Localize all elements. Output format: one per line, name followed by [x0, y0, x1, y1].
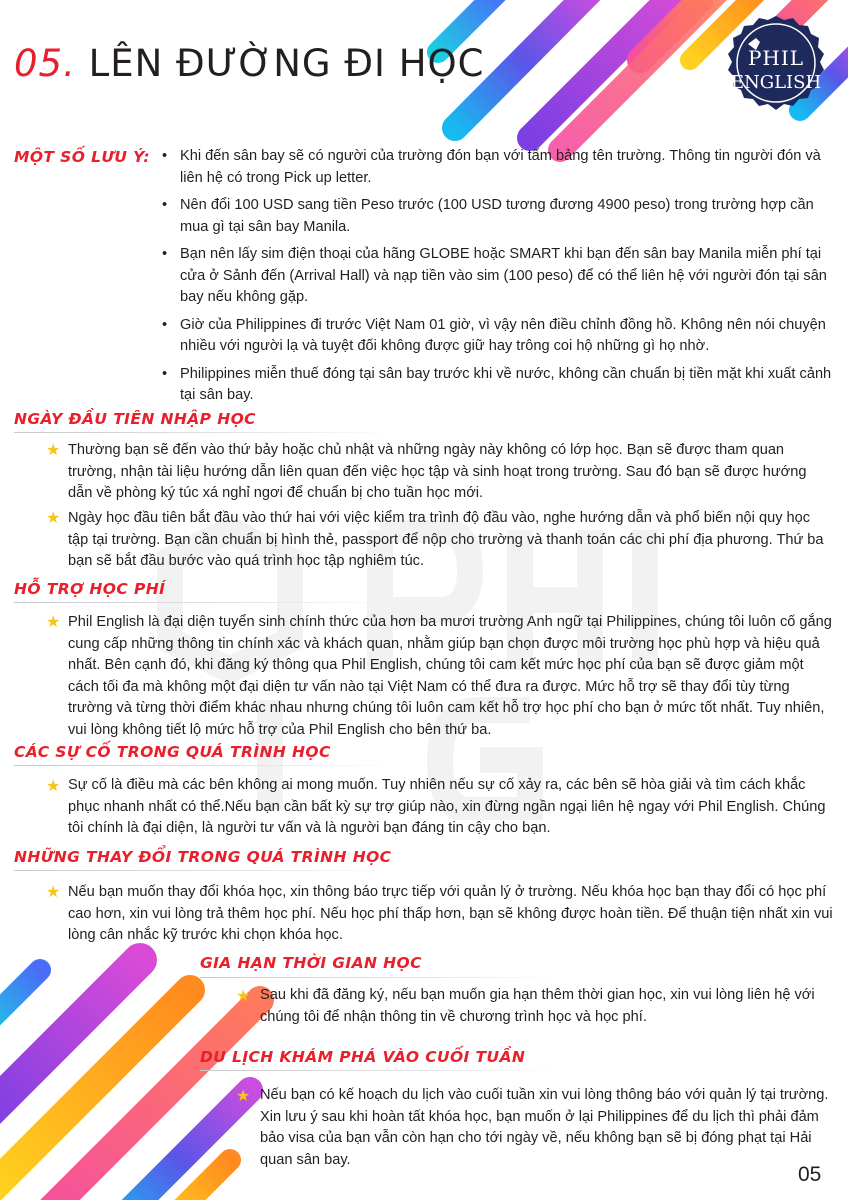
- star-icon: ★: [46, 614, 61, 631]
- bullet-icon: •: [162, 197, 168, 213]
- list-item: [162, 315, 834, 358]
- star-icon: ★: [46, 510, 61, 527]
- section-heading-changes: NHỮNG THAY ĐỔI TRONG QUÁ TRÌNH HỌC: [14, 848, 392, 866]
- bullet-icon: •: [162, 365, 168, 382]
- section-heading-notes: MỘT SỐ LƯU Ý:: [14, 148, 151, 166]
- heading-underline: [14, 870, 394, 871]
- list-item: [162, 195, 834, 238]
- section-heading-weekend: DU LỊCH KHÁM PHÁ VÀO CUỐI TUẦN: [200, 1048, 526, 1066]
- note-text: Nên đổi 100 USD sang tiền Peso trước (100 USD tương đương 4900 peso) trong trường hợp cần mua gì tại sân bay Manila.: [180, 197, 814, 235]
- first-day-paragraph-2: Ngày học đầu tiên bắt đầu vào thứ hai với việc kiểm tra trình độ đầu vào, nghe hướng dẫn và phổ biến nội quy học tập tại trường. Bạn cần chuẩn bị hình thẻ, passport để nộp cho trường và thanh toán các chi phí địa phương. Thứ ba bạn sẽ bắt đầu bước vào quá trình học tập nghiêm túc.: [68, 510, 824, 570]
- list-item: [162, 146, 834, 189]
- note-text: Khi đến sân bay sẽ có người của trường đón bạn với tấm bảng tên trường. Thông tin người đón và liên hệ có trong Pick up letter.: [180, 148, 821, 186]
- note-text: Giờ của Philippines đi trước Việt Nam 01 giờ, vì vậy nên điều chỉnh đồng hồ. Không nên nói chuyện nhiều với người lạ và tuyệt đối không được giữ hay trông coi hộ những gì họ nhờ.: [180, 316, 826, 354]
- list-item: [162, 364, 834, 407]
- star-icon: ★: [46, 884, 61, 901]
- logo-text-line2: ENGLISH: [730, 72, 822, 93]
- heading-underline: [14, 602, 394, 603]
- note-text: Philippines miễn thuế đóng tại sân bay trước khi về nước, không cần chuẩn bị tiền mặt khi xuất cảnh tại sân bay.: [180, 365, 832, 403]
- star-icon: ★: [46, 442, 61, 459]
- extension-paragraph: Sau khi đã đăng ký, nếu bạn muốn gia hạn thêm thời gian học, xin vui lòng liên hệ với chúng tôi để nhận thông tin về chương trình học và học phí.: [260, 987, 815, 1025]
- section-heading-first-day: NGÀY ĐẦU TIÊN NHẬP HỌC: [14, 410, 256, 428]
- weekend-paragraph: Nếu bạn có kế hoạch du lịch vào cuối tuần xin vui lòng thông báo với quản lý tại trường. Xin lưu ý sau khi hoàn tất khóa học, bạn muốn ở lại Philippines để du lịch thì phải đảm bảo visa của bạn vẫn còn hạn cho tới ngày về, nếu không bạn sẽ bị đóng phạt tại Hải quan sân bay.: [260, 1087, 829, 1168]
- notes-list: [162, 146, 834, 413]
- heading-underline: [200, 1070, 560, 1071]
- phil-english-logo: [724, 14, 828, 118]
- page-number: 05: [798, 1163, 822, 1186]
- bullet-icon: •: [162, 246, 168, 262]
- section-heading-incidents: CÁC SỰ CỐ TRONG QUÁ TRÌNH HỌC: [14, 743, 331, 761]
- title-text: LÊN ĐƯỜNG ĐI HỌC: [88, 42, 485, 85]
- section-heading-tuition: HỖ TRỢ HỌC PHÍ: [14, 580, 166, 598]
- changes-paragraph: Nếu bạn muốn thay đổi khóa học, xin thông báo trực tiếp với quản lý ở trường. Nếu khóa học bạn thay đổi có học phí cao hơn, xin vui lòng trả thêm học phí. Nếu học phí thấp hơn, bạn sẽ không được hoàn tiền. Để thuận tiện nhất xin vui lòng cân nhắc kỹ trước khi chọn khóa học.: [68, 884, 833, 944]
- heading-underline: [14, 765, 394, 766]
- heading-underline: [200, 977, 560, 978]
- title-number: 05.: [14, 42, 76, 85]
- heading-underline: [14, 432, 394, 433]
- note-text: Bạn nên lấy sim điện thoại của hãng GLOBE hoặc SMART khi bạn đến sân bay Manila miễn phí tại cửa ở Sảnh đến (Arrival Hall) và nạp tiền vào sim (100 peso) để có thể liên hệ với người đón tại sân bay nếu không gặp.: [180, 246, 827, 305]
- star-icon: ★: [46, 778, 61, 795]
- incidents-paragraph: Sự cố là điều mà các bên không ai mong muốn. Tuy nhiên nếu sự cố xảy ra, các bên sẽ hòa giải và tìm cách khắc phục nhanh nhất có thể.Nếu bạn cần bất kỳ sự trợ giúp nào, xin đừng ngần ngại liên hệ ngay với Phil English. Chúng tôi chính là đại diện, là người tư vấn và là người bạn đáng tin cậy cho bạn.: [68, 777, 826, 837]
- bullet-icon: •: [162, 148, 168, 164]
- star-icon: ★: [236, 988, 251, 1005]
- section-heading-extension: GIA HẠN THỜI GIAN HỌC: [200, 954, 422, 972]
- list-item: [162, 244, 834, 309]
- logo-text-line1: PHIL: [747, 46, 805, 70]
- bullet-icon: •: [162, 316, 168, 333]
- first-day-paragraph-1: Thường bạn sẽ đến vào thứ bảy hoặc chủ nhật và những ngày này không có lớp học. Bạn sẽ được tham quan trường, nhận tài liệu hướng dẫn liên quan đến việc học tập và sinh hoạt trong trường. Sau đó bạn sẽ được hướng dẫn về phòng ký túc xá nghỉ ngơi để chuẩn bị cho tuần học mới.: [68, 442, 807, 502]
- tuition-paragraph: Phil English là đại diện tuyển sinh chính thức của hơn ba mươi trường Anh ngữ tại Philippines, chúng tôi luôn cố gắng cung cấp những thông tin chính xác và khách quan, nhằm giúp bạn chọn được môi trường học phù hợp và hiệu quả nhất. Bên cạnh đó, khi đăng ký thông qua Phil English, chúng tôi cam kết mức học phí của bạn sẽ được giảm một cách tối đa mà không một đại diện tư vấn nào tại Việt Nam có thể đưa ra được. Mức hỗ trợ sẽ thay đổi tùy từng trường và từng thời điểm khác nhau nhưng chúng tôi luôn cam kết hỗ trợ học phí cho bạn ở mức tốt nhất. Tuy nhiên, vui lòng không tiết lộ mức hỗ trợ của Phil English cho bên thứ ba.: [68, 614, 832, 738]
- star-icon: ★: [236, 1088, 251, 1105]
